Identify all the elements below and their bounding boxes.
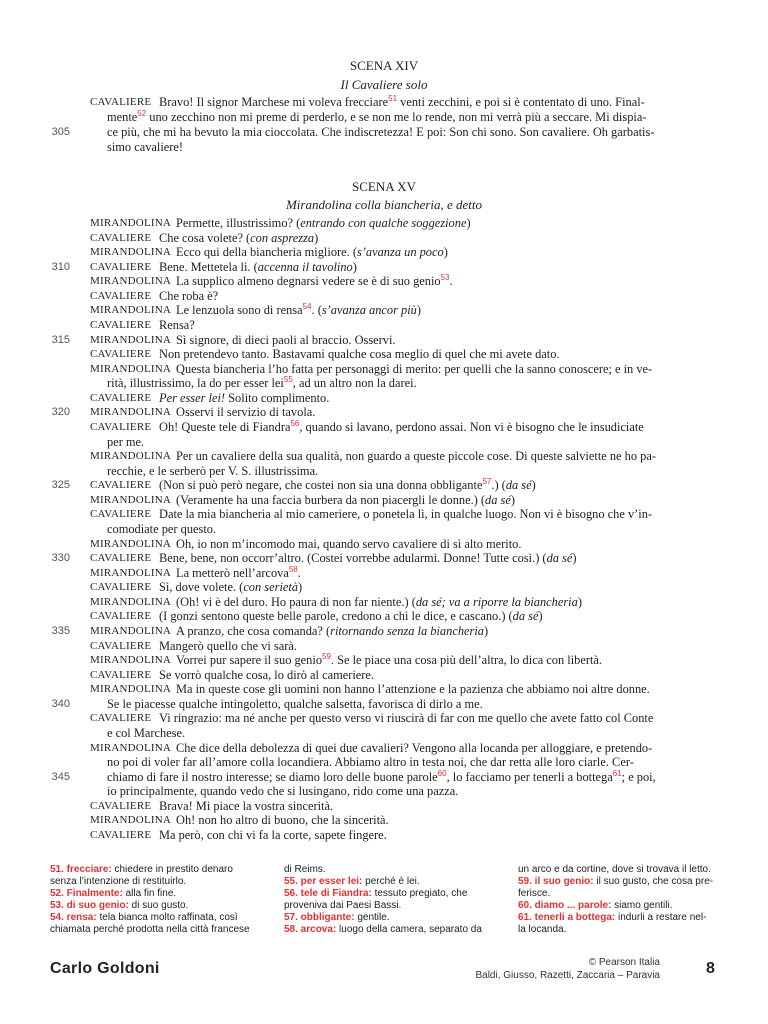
author-name: Carlo Goldoni (50, 960, 160, 977)
footnote-line: 51. frecciare: chiedere in prestito denaro (50, 864, 233, 875)
speaker-name: MIRANDOLINA (90, 363, 172, 375)
speech-text: Mangerò quello che vi sarà. (159, 639, 297, 653)
dialogue-line (0, 522, 768, 537)
speaker-name: MIRANDOLINA (90, 304, 172, 316)
dialogue-line (0, 813, 768, 828)
dialogue-line (0, 537, 768, 552)
speech-text: Per esser lei! Solito complimento. (159, 391, 330, 405)
line-number: 330 (51, 552, 70, 564)
speech-text: Bravo! Il signor Marchese mi voleva frecciare$^{51}$ venti zecchini, e poi si è contentato di uno. Final- (159, 93, 645, 109)
speech-text: rità, illustrissimo, la do per esser lei$^{55}$, ad un altro non la darei. (107, 374, 417, 390)
dialogue-line (0, 362, 768, 377)
speaker-name: CAVALIERE (90, 552, 152, 564)
footnotes-column-2 (284, 864, 509, 936)
speech-text: comodiate per questo. (107, 522, 217, 536)
speaker-name: MIRANDOLINA (90, 683, 172, 695)
dialogue-line (0, 95, 768, 110)
dialogue-line (0, 318, 768, 333)
dialogue-line (0, 125, 768, 140)
footnote-line: la locanda. (518, 924, 567, 935)
speaker-name: MIRANDOLINA (90, 742, 172, 754)
footnotes-column-3 (518, 864, 743, 936)
speech-text: A pranzo, che cosa comanda? (ritornando senza la biancheria) (176, 624, 489, 638)
dialogue-line (0, 110, 768, 125)
speaker-name: CAVALIERE (90, 392, 152, 404)
dialogue-line (0, 828, 768, 843)
line-number: 305 (51, 126, 70, 138)
line-number: 320 (51, 406, 70, 418)
dialogue-line (0, 231, 768, 246)
speaker-name: CAVALIERE (90, 669, 152, 681)
footnote-line: 60. diamo ... parole: siamo gentili. (518, 900, 673, 911)
speech-text: Date la mia biancheria al mio cameriere, o ponetela lì, in qualche luogo. Non vi è bisogno che v’in- (159, 507, 653, 521)
footnote-line: senza l’intenzione di restituirlo. (50, 876, 187, 887)
footnote-line: chiamata perché prodotta nella città francese (50, 924, 250, 935)
dialogue-line (0, 711, 768, 726)
speaker-name: CAVALIERE (90, 421, 152, 433)
scene-15-title: SCENA XV (352, 179, 416, 194)
dialogue-line (0, 376, 768, 391)
footnote-line: un arco e da cortine, dove si trovava il letto. (518, 864, 711, 875)
speaker-name: CAVALIERE (90, 640, 152, 652)
footnote-line: 59. il suo genio: il suo gusto, che cosa pre- (518, 876, 714, 887)
speaker-name: CAVALIERE (90, 96, 152, 108)
scene-14-subtitle: Il Cavaliere solo (340, 77, 428, 92)
speaker-name: CAVALIERE (90, 290, 152, 302)
dialogue-line (0, 624, 768, 639)
dialogue-line (0, 580, 768, 595)
speech-text: per me. (107, 435, 145, 449)
speaker-name: MIRANDOLINA (90, 334, 172, 346)
line-number: 340 (51, 698, 70, 710)
footnote-line: 52. Finalmente: alla fin fine. (50, 888, 177, 899)
speech-text: Che dice della debolezza di quei due cavalieri? Vengono alla locanda per alloggiare, e pretendo- (176, 741, 653, 755)
dialogue-line (0, 682, 768, 697)
speaker-name: MIRANDOLINA (90, 814, 172, 826)
dialogue-line (0, 755, 768, 770)
dialogue-line (0, 140, 768, 155)
dialogue-line (0, 799, 768, 814)
speech-text: Permette, illustrissimo? (entrando con qualche soggezione) (176, 216, 471, 230)
dialogue-line (0, 493, 768, 508)
speech-text: ce più, che mi ha bevuto la mia cioccolata. Che indiscretezza! E poi: Son chi sono. Son cavaliere. Oh garbatis- (107, 125, 655, 139)
line-number: 325 (51, 479, 70, 491)
speech-text: Le lenzuola sono di rensa$^{54}$. (s’avanza ancor più) (176, 301, 421, 317)
speaker-name: MIRANDOLINA (90, 625, 172, 637)
speech-text: Che roba è? (159, 289, 219, 303)
speech-text: (I gonzi sentono queste belle parole, credono a chi le dice, e cascano.) (da sé) (159, 609, 543, 623)
speech-text: Sì, dove volete. (con serietà) (159, 580, 303, 594)
speaker-name: CAVALIERE (90, 319, 152, 331)
speech-text: Vi ringrazio: ma né anche per questo verso vi riuscirà di far con me quello che avete fatto col Conte (159, 711, 654, 725)
speech-text: Se vorrò qualche cosa, lo dirò al cameriere. (159, 668, 375, 682)
speech-text: (Oh! vi è del duro. Ho paura di non far niente.) (da sé; va a riporre la biancheria) (176, 595, 582, 609)
speaker-name: CAVALIERE (90, 348, 152, 360)
speaker-name: CAVALIERE (90, 829, 152, 841)
speaker-name: MIRANDOLINA (90, 246, 172, 258)
speech-text: Ma però, con chi vi fa la corte, sapete fingere. (159, 828, 387, 842)
footnote-line: di Reims. (284, 864, 326, 875)
dialogue-line (0, 435, 768, 450)
speech-text: mente$^{52}$ uno zecchino non mi preme di perderlo, e se non me lo rende, non mi verrà più a seccare. Mi dispia- (107, 108, 647, 124)
speech-text: Bene. Mettetela lì. (accenna il tavolino) (159, 260, 357, 274)
footnote-line: 58. arcova: luogo della camera, separato da (284, 924, 482, 935)
speaker-name: MIRANDOLINA (90, 494, 172, 506)
dialogue-line (0, 274, 768, 289)
speech-text: Oh! Queste tele di Fiandra$^{56}$, quando si lavano, perdono assai. Non vi è bisogno che le insudiciate (159, 418, 644, 434)
speaker-name: CAVALIERE (90, 261, 152, 273)
scene-15-subtitle: Mirandolina colla biancheria, e detto (285, 197, 483, 212)
footnote-line: ferisce. (518, 888, 551, 899)
speech-text: Questa biancheria l’ho fatta per personaggi di merito: per quelli che la sanno conoscere; e in ve- (176, 362, 653, 376)
speech-text: Rensa? (159, 318, 195, 332)
dialogue-line (0, 551, 768, 566)
dialogue-line (0, 697, 768, 712)
speech-text: Vorrei pur sapere il suo genio$^{59}$. Se le piace una cosa più dell’altra, lo dica con libertà. (176, 651, 603, 667)
footnote-line: 56. tele di Fiandra: tessuto pregiato, che (284, 888, 468, 899)
credit-line-2: Baldi, Giusso, Razetti, Zaccaria – Paravia (475, 970, 660, 981)
dialogue-line (0, 333, 768, 348)
speech-text: (Veramente ha una faccia burbera da non piacergli le donne.) (da sé) (176, 493, 515, 507)
speaker-name: MIRANDOLINA (90, 596, 172, 608)
speaker-name: MIRANDOLINA (90, 654, 172, 666)
speech-text: Brava! Mi piace la vostra sincerità. (159, 799, 334, 813)
line-number: 345 (51, 771, 70, 783)
dialogue-line (0, 260, 768, 275)
dialogue-line (0, 726, 768, 741)
speech-text: Ecco qui della biancheria migliore. (s’avanza un poco) (176, 245, 448, 259)
speaker-name: MIRANDOLINA (90, 217, 172, 229)
dialogue-line (0, 770, 768, 785)
footnote-line: 57. obbligante: gentile. (284, 912, 390, 923)
speaker-name: MIRANDOLINA (90, 450, 172, 462)
speech-text: Osservi il servizio di tavola. (176, 405, 316, 419)
line-number: 315 (51, 334, 70, 346)
dialogue-line (0, 595, 768, 610)
dialogue-line (0, 668, 768, 683)
dialogue-line (0, 289, 768, 304)
speech-text: Per un cavaliere della sua qualità, non guardo a queste piccole cose. Di queste salviette ne ho pa- (176, 449, 656, 463)
speech-text: Sì signore, di dieci paoli al braccio. Osservi. (176, 333, 396, 347)
speech-text: La supplico almeno degnarsi vedere se è di suo genio$^{53}$. (176, 272, 453, 288)
publisher-credit (475, 956, 660, 982)
speech-text: io principalmente, quando vedo che si lusingano, rido come una pazza. (107, 784, 459, 798)
dialogue-line (0, 391, 768, 406)
footnote-line: 61. tenerli a bottega: indurli a restare nel- (518, 912, 707, 923)
dialogue-line (0, 609, 768, 624)
dialogue-line (0, 216, 768, 231)
dialogue-line (0, 245, 768, 260)
footnote-line: 55. per esser lei: perché è lei. (284, 876, 420, 887)
dialogue-line (0, 566, 768, 581)
speech-text: Bene, bene, non occorr’altro. (Costei vorrebbe adularmi. Donne! Tutte così.) (da sé) (159, 551, 577, 565)
speech-text: simo cavaliere! (107, 140, 184, 154)
dialogue-line (0, 420, 768, 435)
dialogue-line (0, 347, 768, 362)
speech-text: (Non si può però negare, che costei non sia una donna obbligante$^{57}$.) (da sé) (159, 476, 536, 492)
speech-text: no poi di voler far all’amore colla locandiera. Abbiamo altro in testa noi, che dar retta alle loro ciarle. Cer- (107, 755, 634, 769)
speaker-name: CAVALIERE (90, 581, 152, 593)
dialogue-line (0, 464, 768, 479)
speaker-name: MIRANDOLINA (90, 406, 172, 418)
dialogue-line (0, 405, 768, 420)
page-number: 8 (706, 960, 715, 977)
speaker-name: CAVALIERE (90, 232, 152, 244)
dialogue-line (0, 507, 768, 522)
speech-text: La metterò nell’arcova$^{58}$. (176, 564, 301, 580)
speaker-name: MIRANDOLINA (90, 538, 172, 550)
footnote-line: 53. di suo genio: di suo gusto. (50, 900, 189, 911)
speech-text: Se le piacesse qualche intingoletto, qualche salsetta, favorisca di dirlo a me. (107, 697, 483, 711)
speaker-name: MIRANDOLINA (90, 275, 172, 287)
speaker-name: CAVALIERE (90, 800, 152, 812)
scene-14-title: SCENA XIV (349, 58, 419, 73)
line-number: 310 (51, 261, 70, 273)
dialogue-line (0, 741, 768, 756)
speech-text: Oh, io non m’incomodo mai, quando servo cavaliere di sì alto merito. (176, 537, 522, 551)
speaker-name: CAVALIERE (90, 479, 152, 491)
speaker-name: CAVALIERE (90, 508, 152, 520)
dialogue-line (0, 784, 768, 799)
speech-text: Che cosa volete? (con asprezza) (159, 231, 319, 245)
speaker-name: CAVALIERE (90, 610, 152, 622)
speech-text: Oh! non ho altro di buono, che la sincerità. (176, 813, 389, 827)
dialogue-line (0, 639, 768, 654)
dialogue-line (0, 303, 768, 318)
speech-text: recchie, e le serberò per V. S. illustrissima. (107, 464, 319, 478)
speech-text: e col Marchese. (107, 726, 186, 740)
speaker-name: MIRANDOLINA (90, 567, 172, 579)
footnotes-column-1 (50, 864, 275, 936)
dialogue-line (0, 449, 768, 464)
dialogue-line (0, 478, 768, 493)
speaker-name: CAVALIERE (90, 712, 152, 724)
footnote-line: proveniva dai Paesi Bassi. (284, 900, 402, 911)
dialogue-line (0, 653, 768, 668)
speech-text: Ma in queste cose gli uomini non hanno l’attenzione e la pazienza che abbiamo noi altre donne. (176, 682, 650, 696)
line-number: 335 (51, 625, 70, 637)
speech-text: chiamo di fare il nostro interesse; se diamo loro delle buone parole$^{60}$, lo facciamo per tenerli a bottega$^{61}$; e poi, (107, 768, 656, 784)
footnote-line: 54. rensa: tela bianca molto raffinata, così (50, 912, 238, 923)
speech-text: Non pretendevo tanto. Bastavami qualche cosa meglio di quel che mi avete dato. (159, 347, 560, 361)
credit-line-1: © Pearson Italia (588, 957, 660, 968)
